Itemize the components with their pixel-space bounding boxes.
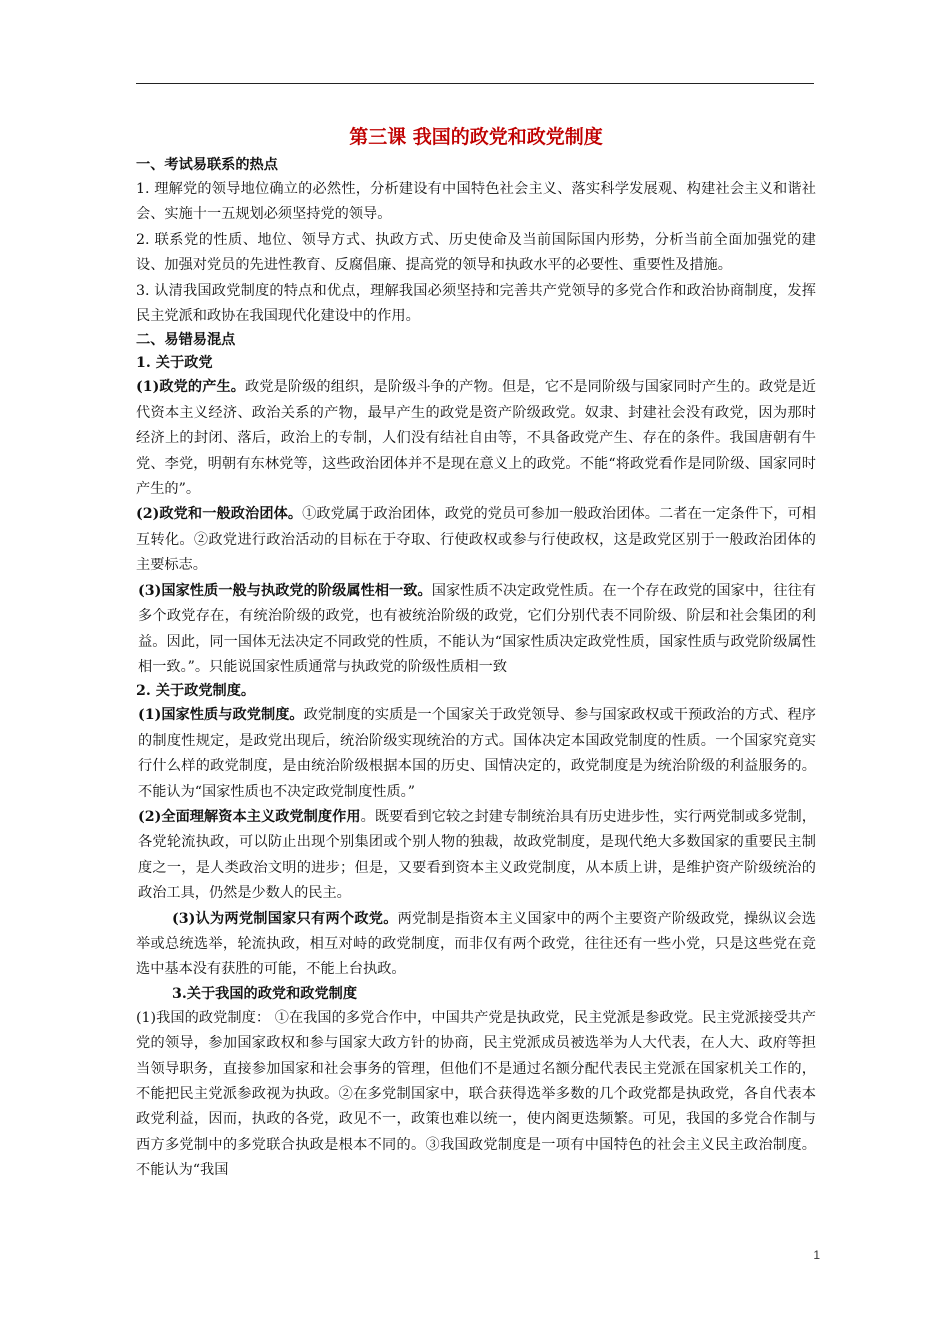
section2-heading: 二、易错易混点: [136, 332, 236, 349]
sub2-p3-body: 两党制是指资本主义国家中的两个主要资产阶级政党，操纵议会选举或总统选举，轮流执政，相互对峙的政党制度，而非仅有两个政党，往往还有一些小党，只是这些党在竞选中基本没有获胜的可能，不能上台执政。: [136, 910, 816, 978]
sub1-paragraph-3: [136, 579, 816, 681]
sub2-paragraph-3: [136, 907, 816, 983]
sub1-p2-body: ①政党属于政治团体，政党的党员可参加一般政治团体。二者在一定条件下，可相互转化。②政党进行政治活动的目标在于夺取、行使政权或参与行使政权，这是政党区别于一般政治团体的主要标志。: [136, 506, 816, 574]
sub1-p2-lead: (2)政党和一般政治团体。: [136, 506, 303, 523]
sub1-paragraph-1: [136, 375, 816, 502]
sub2-p2-body: 。既要看到它较之封建专制统治具有历史进步性，实行两党制或多党制，各党轮流执政，可以防止出现个别集团或个别人物的独裁，故政党制度，是现代绝大多数国家的重要民主制度之一，是人类政治文明的进步；但是，又要看到资本主义政党制度，从本质上讲，是维护资产阶级统治的政治工具，仍然是少数人的民主。: [138, 808, 816, 902]
sub3-paragraph-1: (1)我国的政党制度： ①在我国的多党合作中，中国共产党是执政党，民主党派是参政党。民主党派接受共产党的领导，参加国家政权和参与国家大政方针的协商，民主党派成员被选举为人大代表，在人大、政府等担当领导职务，直接参加国家和社会事务的管理，但他们不是通过名额分配代表民主党派在国家机关工作的，不能把民主党派参政视为执政。②在多党制国家中，联合获得选举多数的几个政党都是执政党，各自代表本政党利益，因而，执政的各党，政见不一，政策也难以统一，使内阁更迭频繁。可见，我国的多党合作制与西方多党制中的多党联合执政是根本不同的。③我国政党制度是一项有中国特色的社会主义民主政治制度。不能认为“我国: [136, 1009, 816, 1179]
header-rule: [136, 83, 814, 84]
sub1-p3-lead: (3)国家性质一般与执政党的阶级属性相一致。: [138, 582, 432, 599]
section1-item-3: 3. 认清我国政党制度的特点和优点，理解我国必须坚持和完善共产党领导的多党合作和政治协商制度，发挥民主党派和政协在我国现代化建设中的作用。: [136, 282, 816, 325]
sub2-p2-lead: (2)全面理解资本主义政党制度作用: [138, 808, 361, 825]
sub1-paragraph-2: [136, 502, 816, 578]
page-number: 1: [813, 1248, 820, 1262]
sub2-paragraph-2: [136, 805, 816, 907]
document-title: 第三课 我国的政党和政党制度: [349, 126, 603, 148]
sub2-p3-lead: (3)认为两党制国家只有两个政党。: [172, 910, 398, 927]
sub2-heading: 2. 关于政党制度。: [136, 683, 256, 700]
sub1-heading: 1. 关于政党: [136, 355, 213, 372]
section1-item-1: 1. 理解党的领导地位确立的必然性，分析建设有中国特色社会主义、落实科学发展观、构建社会主义和谐社会、实施十一五规划必须坚持党的领导。: [136, 181, 816, 223]
sub2-p1-lead: (1)国家性质与政党制度。: [138, 707, 304, 724]
document-body: [136, 122, 816, 1184]
sub3-heading: 3.关于我国的政党和政党制度: [172, 985, 358, 1002]
sub2-paragraph-1: [136, 703, 816, 805]
sub2-p1-body: 政党制度的实质是一个国家关于政党领导、参与国家政权或干预政治的方式、程序的制度性规定，是政党出现后，统治阶级实现统治的方式。国体决定本国政党制度的性质。一个国家究竟实行什么样的政党制度，是由统治阶级根据本国的历史、国情决定的，政党制度是为统治阶级的利益服务的。不能认为“国家性质也不决定政党制度性质。”: [138, 707, 816, 800]
section1-item-2: 2. 联系党的性质、地位、领导方式、执政方式、历史使命及当前国际国内形势，分析当前全面加强党的建设、加强对党员的先进性教育、反腐倡廉、提高党的领导和执政水平的必要性、重要性及措施。: [136, 231, 816, 274]
sub1-p1-body: 政党是阶级的组织，是阶级斗争的产物。但是，它不是同阶级与国家同时产生的。政党是近代资本主义经济、政治关系的产物，最早产生的政党是资产阶级政党。奴隶、封建社会没有政党，因为那时经济上的封闭、落后，政治上的专制，人们没有结社自由等，不具备政党产生、存在的条件。我国唐朝有牛党、李党，明朝有东林党等，这些政治团体并不是现在意义上的政党。不能“将政党看作是同阶级、国家同时产生的”。: [136, 379, 816, 498]
sub1-p1-lead: (1)政党的产生。: [136, 379, 246, 396]
section1-heading: 一、考试易联系的热点: [136, 157, 278, 173]
sub1-p3-body: 国家性质不决定政党性质。在一个存在政党的国家中，往往有多个政党存在，有统治阶级的政党，也有被统治阶级的政党，它们分别代表不同阶级、阶层和社会集团的利益。因此，同一国体无法决定不同政党的性质，不能认为“国家性质决定政党性质，国家性质与政党阶级属性相一致。”。只能说国家性质通常与执政党的阶级性质相一致: [138, 582, 816, 675]
